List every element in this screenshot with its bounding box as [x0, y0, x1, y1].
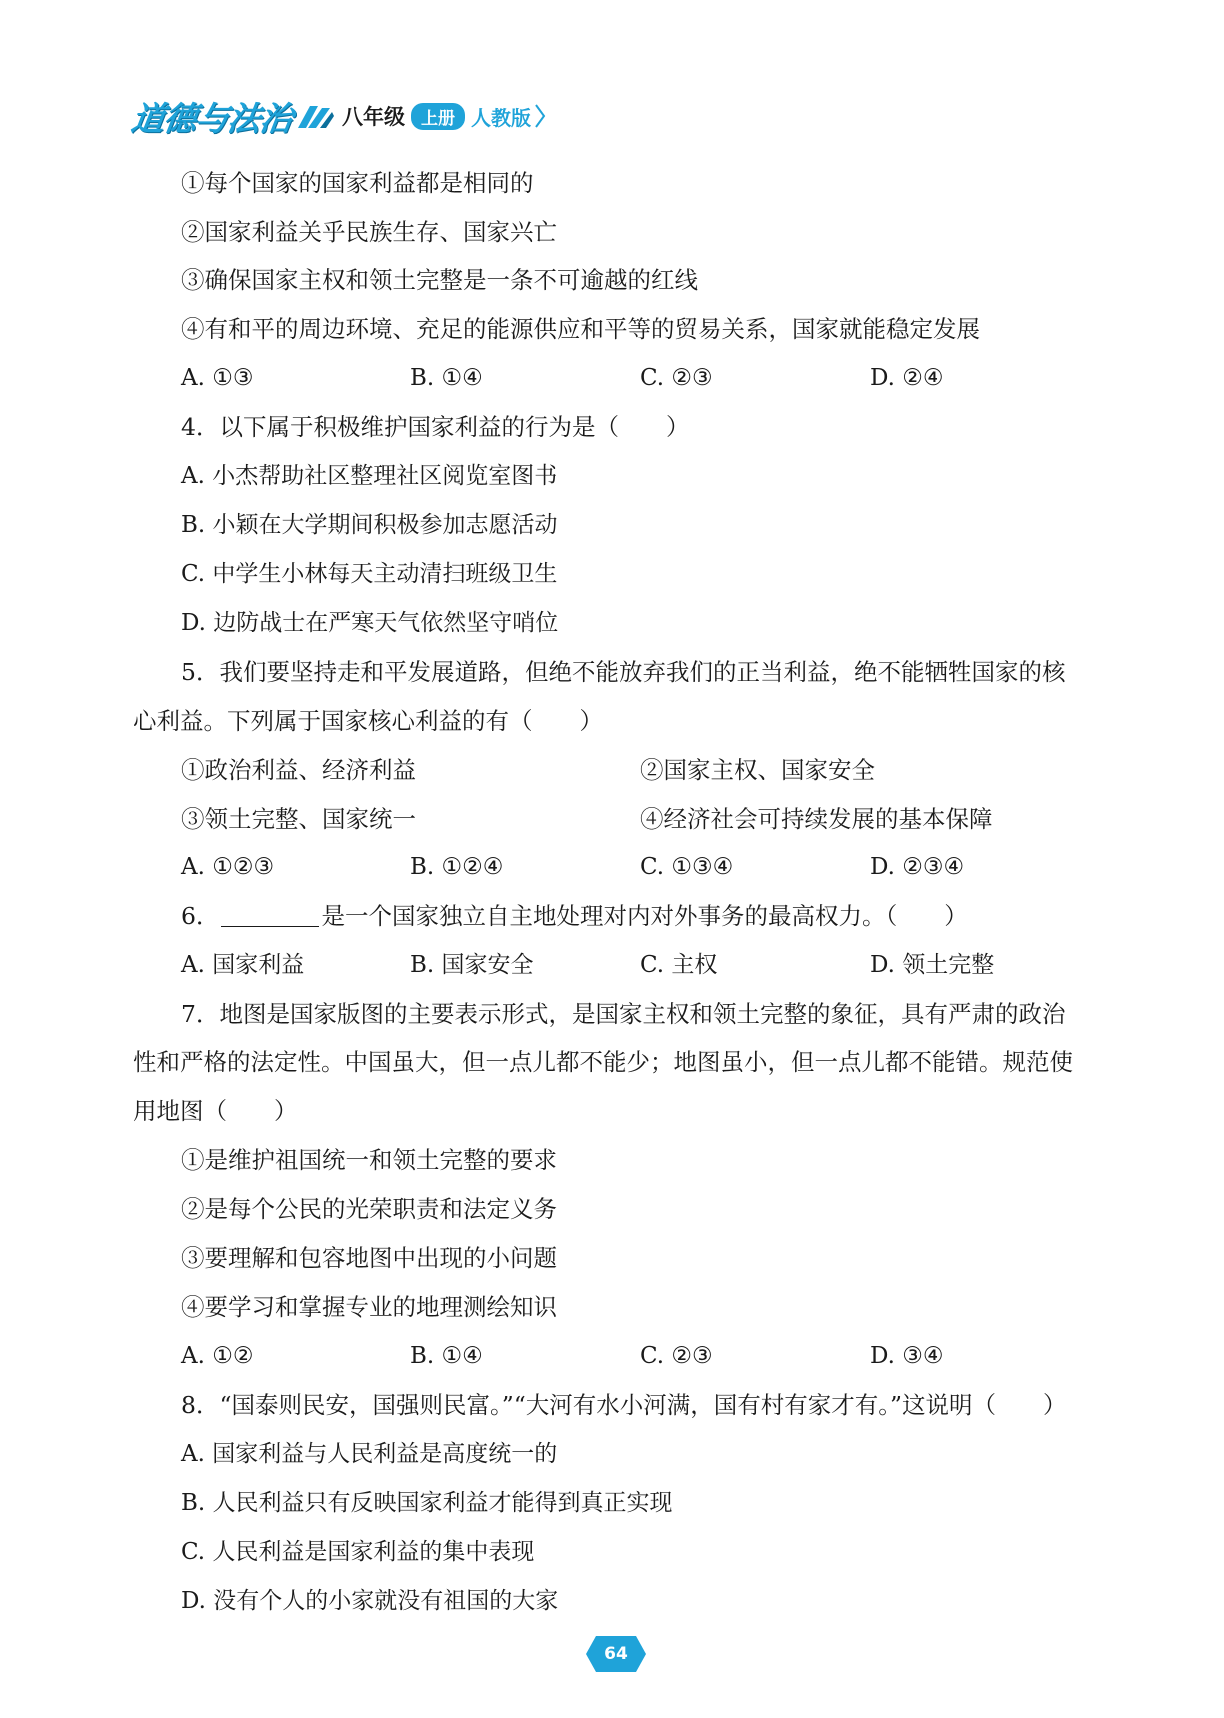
q5-option-c: C. ①③④ [640, 854, 734, 880]
q7-item-2: ②是每个公民的光荣职责和法定义务 [181, 1195, 557, 1223]
q5-item-2: ②国家主权、国家安全 [640, 756, 875, 784]
q6-option-a: A. 国家利益 [181, 952, 305, 978]
q7-option-c: C. ②③ [640, 1343, 713, 1369]
q3-item-1: ①每个国家的国家利益都是相同的 [181, 169, 534, 197]
q7-stem-line-2: 性和严格的法定性。中国虽大，但一点儿都不能少；地图虽小，但一点儿都不能错。规范使 [133, 1048, 1073, 1076]
q5-stem-line-1: 5．我们要坚持走和平发展道路，但绝不能放弃我们的正当利益，绝不能牺牲国家的核 [181, 658, 1066, 686]
q5-item-1: ①政治利益、经济利益 [181, 756, 416, 784]
q7-item-4: ④要学习和掌握专业的地理测绘知识 [181, 1293, 557, 1321]
q5-option-d: D. ②③④ [870, 854, 965, 880]
q6-option-c: C. 主权 [640, 952, 718, 978]
pen-icon [296, 102, 336, 130]
q7-item-1: ①是维护祖国统一和领土完整的要求 [181, 1146, 557, 1174]
q7-stem-line-1: 7．地图是国家版图的主要表示形式，是国家主权和领土完整的象征，具有严肃的政治 [181, 1000, 1066, 1028]
q8-option-b: B. 人民利益只有反映国家利益才能得到真正实现 [181, 1490, 673, 1516]
page-number: 64 [604, 1644, 628, 1664]
grade-label: 八年级 [342, 105, 405, 129]
q3-option-d: D. ②④ [870, 365, 944, 391]
q3-item-2: ②国家利益关乎民族生存、国家兴亡 [181, 218, 557, 246]
book-header [128, 96, 547, 138]
q6-option-d: D. 领土完整 [870, 952, 995, 978]
q3-item-3: ③确保国家主权和领土完整是一条不可逾越的红线 [181, 266, 698, 294]
q7-option-d: D. ③④ [870, 1343, 944, 1369]
q8-stem: 8．“国泰则民安，国强则民富。”“大河有水小河满，国有村有家才有。”这说明（ ） [181, 1391, 1067, 1419]
subject-title: 道德与法治 [128, 98, 295, 138]
q3-option-a: A. ①③ [181, 365, 254, 391]
q5-item-3: ③领土完整、国家统一 [181, 805, 416, 833]
q8-option-d: D. 没有个人的小家就没有祖国的大家 [181, 1588, 559, 1614]
q3-item-4: ④有和平的周边环境、充足的能源供应和平等的贸易关系，国家就能稳定发展 [181, 315, 980, 343]
q8-option-c: C. 人民利益是国家利益的集中表现 [181, 1539, 535, 1565]
chevron-right-icon [533, 103, 547, 129]
q6-option-b: B. 国家安全 [410, 952, 534, 978]
q4-stem: 4．以下属于积极维护国家利益的行为是（ ） [181, 413, 690, 441]
q7-stem-line-3: 用地图（ ） [133, 1097, 298, 1125]
q6-number: 6． [181, 902, 220, 930]
edition-label: 人教版 [471, 105, 531, 130]
q3-option-b: B. ①④ [410, 365, 483, 391]
volume-badge: 上册 [411, 103, 465, 130]
page-number-badge [586, 1636, 646, 1672]
q5-stem-line-2: 心利益。下列属于国家核心利益的有（ ） [133, 707, 603, 735]
fill-in-blank [221, 904, 319, 927]
q6-stem [181, 901, 968, 931]
q5-option-b: B. ①②④ [410, 854, 504, 880]
q7-option-b: B. ①④ [410, 1343, 483, 1369]
q8-option-a: A. 国家利益与人民利益是高度统一的 [181, 1441, 558, 1467]
q4-option-d: D. 边防战士在严寒天气依然坚守哨位 [181, 610, 559, 636]
q5-item-4: ④经济社会可持续发展的基本保障 [640, 805, 993, 833]
q7-item-3: ③要理解和包容地图中出现的小问题 [181, 1244, 557, 1272]
q4-option-c: C. 中学生小林每天主动清扫班级卫生 [181, 561, 558, 587]
q4-option-b: B. 小颖在大学期间积极参加志愿活动 [181, 512, 558, 538]
q5-option-a: A. ①②③ [181, 854, 275, 880]
q7-option-a: A. ①② [181, 1343, 254, 1369]
q3-option-c: C. ②③ [640, 365, 713, 391]
q6-stem-text: 是一个国家独立自主地处理对内对外事务的最高权力。（ ） [321, 902, 968, 930]
q4-option-a: A. 小杰帮助社区整理社区阅览室图书 [181, 463, 558, 489]
